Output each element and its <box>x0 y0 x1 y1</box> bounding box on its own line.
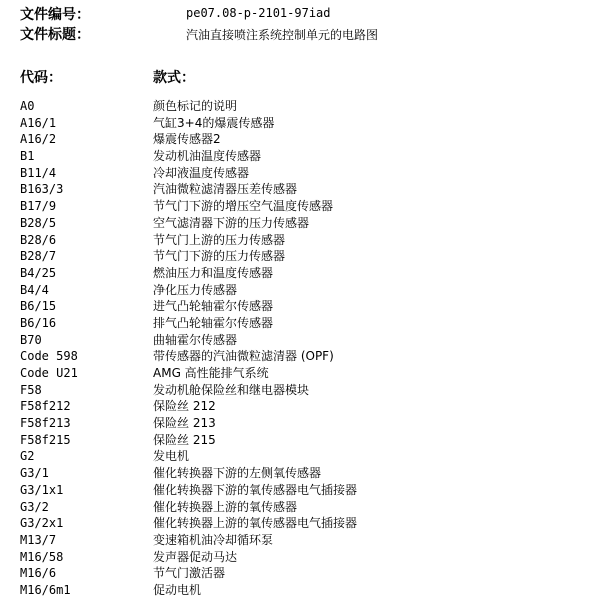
component-code: B163/3 <box>20 182 64 197</box>
component-description: 发动机舱保险丝和继电器模块 <box>153 382 310 397</box>
component-code: B4/4 <box>20 282 49 297</box>
list-item <box>0 532 600 549</box>
component-code: B6/16 <box>20 315 57 330</box>
list-item <box>0 565 600 582</box>
component-description: 空气滤清器下游的压力传感器 <box>153 215 310 230</box>
component-code: A16/1 <box>20 115 57 130</box>
component-code: F58f212 <box>20 399 71 414</box>
list-item <box>0 549 600 566</box>
list-item <box>0 465 600 482</box>
component-code: F58 <box>20 382 42 397</box>
list-item <box>0 198 600 215</box>
component-description: 冷却液温度传感器 <box>153 165 250 180</box>
list-item <box>0 265 600 282</box>
list-item <box>0 382 600 399</box>
component-description: 节气门下游的压力传感器 <box>153 249 286 264</box>
component-description: 节气门激活器 <box>153 566 226 581</box>
component-description: 燃油压力和温度传感器 <box>153 265 274 280</box>
component-code: G3/2 <box>20 499 49 514</box>
list-item <box>0 115 600 132</box>
list-item <box>0 165 600 182</box>
list-item <box>0 181 600 198</box>
component-description: 节气门上游的压力传感器 <box>153 232 286 247</box>
component-code: B70 <box>20 332 42 347</box>
component-description: 催化转换器上游的氧传感器 <box>153 499 298 514</box>
list-item <box>0 215 600 232</box>
list-item <box>0 332 600 349</box>
component-description: 发声器促动马达 <box>153 549 238 564</box>
list-item <box>0 515 600 532</box>
list-item <box>0 398 600 415</box>
list-item <box>0 282 600 299</box>
component-description: 催化转换器下游的左侧氧传感器 <box>153 466 322 481</box>
list-item <box>0 148 600 165</box>
code-column-header: 代码： <box>20 70 62 86</box>
component-description: 发电机 <box>153 449 190 464</box>
component-description: 汽油微粒滤清器压差传感器 <box>153 182 298 197</box>
component-code: G2 <box>20 449 35 464</box>
list-item <box>0 499 600 516</box>
doc-title-value: 汽油直接喷注系统控制单元的电路图 <box>186 28 379 42</box>
component-code: B28/6 <box>20 232 57 247</box>
component-description: 催化转换器下游的氧传感器电气插接器 <box>153 482 358 497</box>
component-description: 曲轴霍尔传感器 <box>153 332 238 347</box>
component-code: B28/7 <box>20 249 57 264</box>
list-item <box>0 415 600 432</box>
component-description: 变速箱机油冷却循环泵 <box>153 532 274 547</box>
component-description: 净化压力传感器 <box>153 282 238 297</box>
component-list <box>0 98 600 599</box>
component-description: 进气凸轮轴霍尔传感器 <box>153 299 274 314</box>
component-description: 促动电机 <box>153 582 202 597</box>
component-code: Code 598 <box>20 349 78 364</box>
component-description: 带传感器的汽油微粒滤清器 (OPF) <box>153 349 334 364</box>
component-code: G3/2x1 <box>20 516 64 531</box>
component-description: 气缸3+4的爆震传感器 <box>153 115 275 130</box>
list-item <box>0 315 600 332</box>
list-item <box>0 582 600 599</box>
component-code: F58f213 <box>20 416 71 431</box>
list-item <box>0 131 600 148</box>
component-code: G3/1 <box>20 466 49 481</box>
list-item <box>0 232 600 249</box>
list-item <box>0 365 600 382</box>
component-description: 颜色标记的说明 <box>153 99 238 113</box>
component-description: 催化转换器上游的氧传感器电气插接器 <box>153 516 358 531</box>
list-item <box>0 98 600 115</box>
component-code: M16/6 <box>20 566 57 581</box>
component-code: M13/7 <box>20 532 57 547</box>
doc-title-label: 文件标题： <box>20 27 90 43</box>
component-description: 保险丝 213 <box>153 416 216 431</box>
component-code: B4/25 <box>20 265 57 280</box>
component-code: A16/2 <box>20 132 57 147</box>
component-code: B17/9 <box>20 199 57 214</box>
component-code: B28/5 <box>20 215 57 230</box>
style-column-header: 款式： <box>153 70 195 86</box>
list-item <box>0 298 600 315</box>
component-code: B1 <box>20 149 35 164</box>
component-code: G3/1x1 <box>20 482 64 497</box>
component-description: 保险丝 212 <box>153 399 216 414</box>
component-description: 排气凸轮轴霍尔传感器 <box>153 315 274 330</box>
component-description: 节气门下游的增压空气温度传感器 <box>153 199 334 214</box>
doc-number-value: pe07.08-p-2101-97iad <box>186 6 331 20</box>
component-code: B11/4 <box>20 165 57 180</box>
list-item <box>0 432 600 449</box>
component-code: F58f215 <box>20 432 71 447</box>
doc-number-label: 文件编号： <box>20 7 90 23</box>
component-description: 爆震传感器2 <box>153 132 221 147</box>
component-code: B6/15 <box>20 299 57 314</box>
component-code: Code U21 <box>20 366 78 380</box>
list-item <box>0 482 600 499</box>
component-code: M16/58 <box>20 549 64 564</box>
list-item <box>0 348 600 365</box>
component-code: M16/6m1 <box>20 582 71 597</box>
component-code: A0 <box>20 99 35 113</box>
component-description: 发动机油温度传感器 <box>153 149 262 164</box>
list-item <box>0 248 600 265</box>
list-item <box>0 448 600 465</box>
component-description: AMG 高性能排气系统 <box>153 366 269 380</box>
component-description: 保险丝 215 <box>153 432 216 447</box>
